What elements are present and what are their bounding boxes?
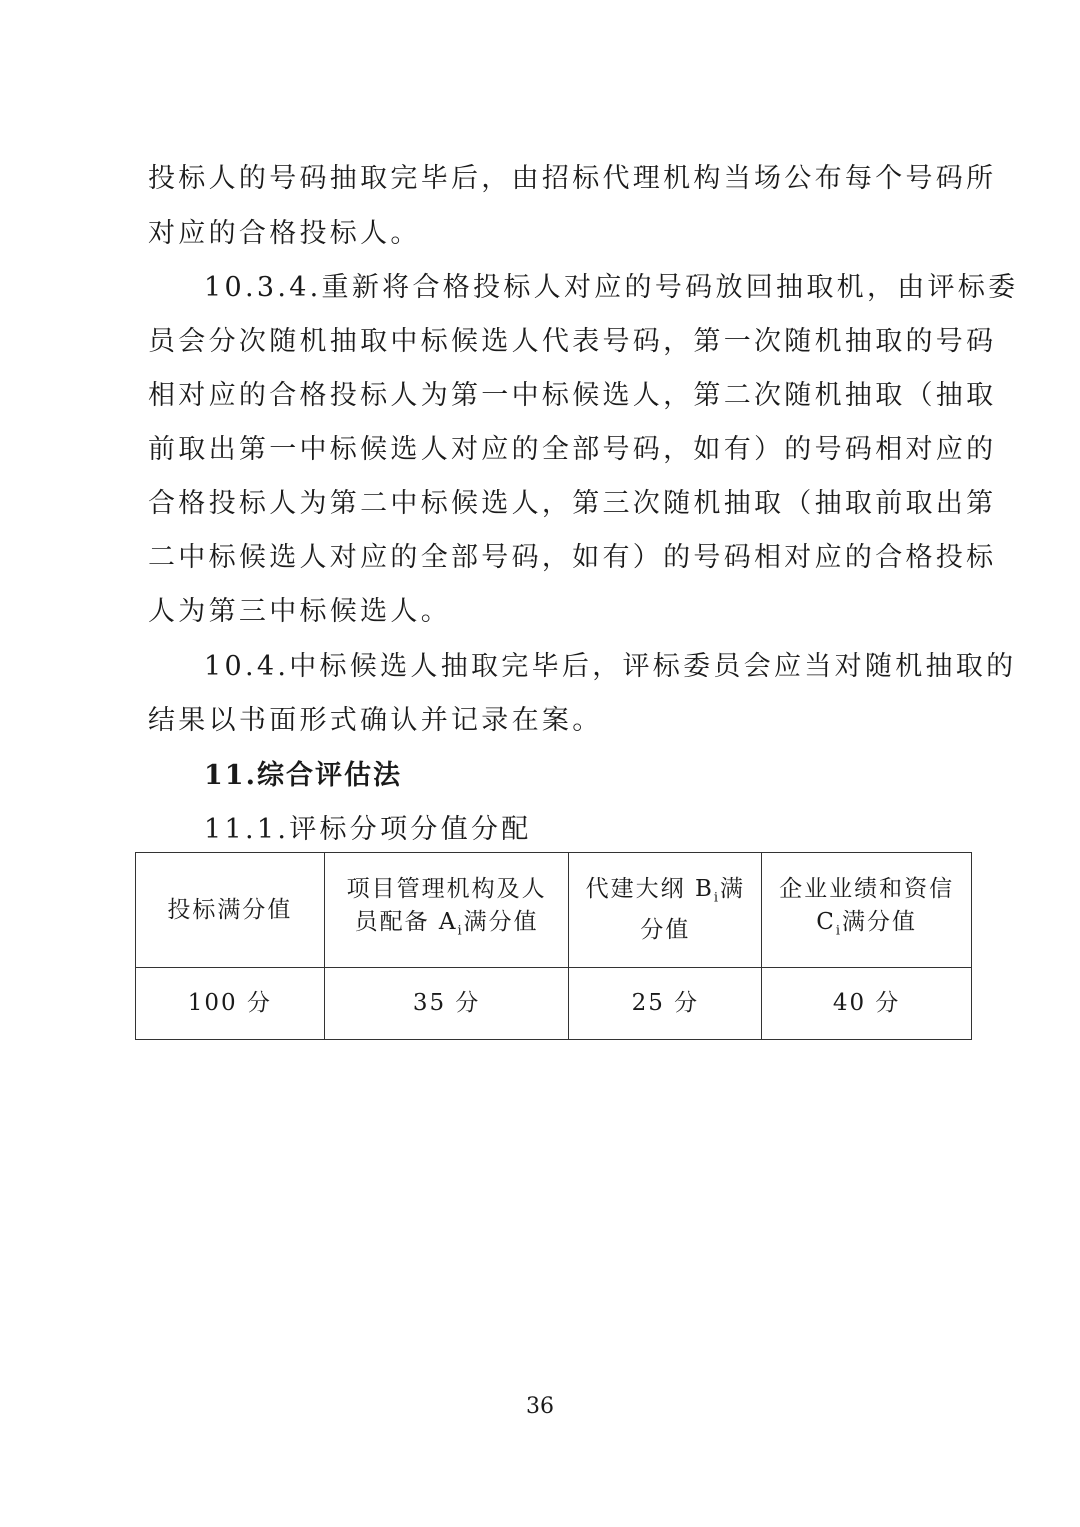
header-text: C	[816, 908, 836, 935]
value-total-score: 100 分	[136, 968, 325, 1040]
header-text: 投标满分值	[167, 896, 293, 923]
section-heading: 11.综合评估法	[204, 760, 402, 791]
header-text: 满分值	[463, 908, 539, 935]
header-subscript: i	[835, 923, 842, 939]
header-text: 代建大纲 B	[585, 875, 714, 902]
value-construction-outline: 25 分	[569, 968, 762, 1040]
header-subscript: i	[457, 923, 464, 939]
table-row	[136, 968, 972, 1040]
value-performance-credit: 40 分	[762, 968, 972, 1040]
subsection-heading: 11.1.评标分项分值分配	[204, 814, 532, 845]
header-text: 满分值	[842, 908, 917, 935]
header-text: 员配备 A	[354, 908, 458, 935]
table-header-row	[136, 853, 972, 968]
header-subscript: i	[713, 890, 721, 906]
header-total-score	[136, 853, 325, 968]
header-text: 项目管理机构及人	[346, 875, 547, 902]
header-project-management	[324, 853, 569, 968]
paragraph-line: 人为第三中标候选人。	[148, 596, 451, 627]
header-text: 企业业绩和资信	[779, 875, 955, 902]
paragraph-line: 结果以书面形式确认并记录在案。	[148, 705, 603, 736]
header-performance-credit	[762, 853, 972, 968]
page-number: 36	[526, 1394, 554, 1419]
paragraph-line: 对应的合格投标人。	[148, 218, 421, 249]
header-text: 满	[720, 875, 746, 902]
paragraph-line: 二中标候选人对应的全部号码，如有）的号码相对应的合格投标	[148, 542, 997, 573]
paragraph-line: 10.4.中标候选人抽取完毕后，评标委员会应当对随机抽取的	[204, 651, 1017, 682]
paragraph-line: 投标人的号码抽取完毕后，由招标代理机构当场公布每个号码所	[148, 163, 997, 194]
paragraph-line: 员会分次随机抽取中标候选人代表号码，第一次随机抽取的号码	[148, 326, 997, 357]
header-text: 分值	[640, 917, 691, 944]
value-project-management: 35 分	[324, 968, 569, 1040]
paragraph-line: 相对应的合格投标人为第一中标候选人，第二次随机抽取（抽取	[148, 380, 997, 411]
header-construction-outline	[569, 853, 762, 968]
paragraph-line: 合格投标人为第二中标候选人，第三次随机抽取（抽取前取出第	[148, 488, 997, 519]
score-allocation-table	[135, 852, 972, 1040]
paragraph-line: 10.3.4.重新将合格投标人对应的号码放回抽取机，由评标委	[204, 272, 1019, 303]
paragraph-line: 前取出第一中标候选人对应的全部号码，如有）的号码相对应的	[148, 434, 997, 465]
